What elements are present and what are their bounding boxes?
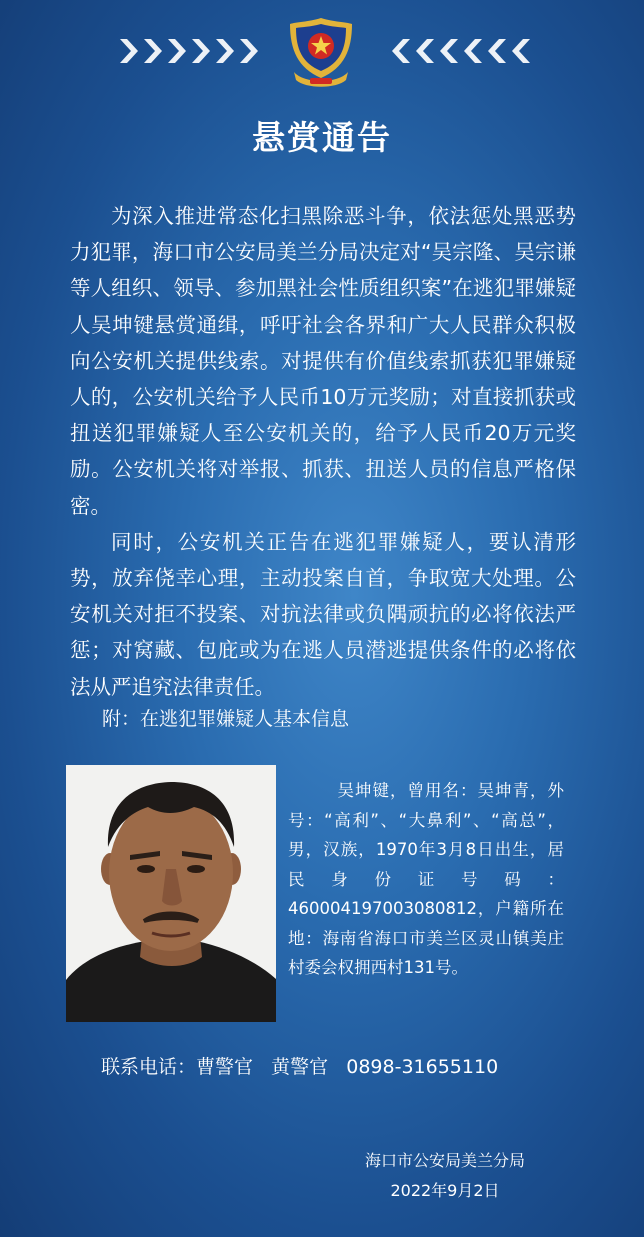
issuing-organization: 海口市公安局美兰分局 (364, 1151, 525, 1170)
chevron-right-icon (166, 38, 188, 64)
police-emblem-icon (286, 16, 356, 90)
chevron-right-icon (214, 38, 236, 64)
suspect-photo (66, 765, 276, 1022)
chevron-right-icon (238, 38, 260, 64)
notice-title: 悬赏通告 (252, 118, 392, 157)
right-chevron-decoration (390, 38, 532, 64)
chevron-left-icon (390, 38, 412, 64)
chevron-left-icon (486, 38, 508, 64)
body-paragraph-warning: 同时，公安机关正告在逃犯罪嫌疑人，要认清形势，放弃侥幸心理，主动投案自首，争取宽大处理。公安机关对拒不投案、对抗法律或负隅顽抗的必将依法严惩；对窝藏、包庇或为在逃人员潜逃提供条件的必将依法从严追究法律责任。 (70, 529, 576, 699)
suspect-info (288, 776, 564, 983)
suspect-info-text: 吴坤键，曾用名：吴坤青，外号：“高利”、“大鼻利”、“高总”，男，汉族，1970年3月8日出生，居民身份证号码：460004197003080812，户籍所在地：海南省海口市美兰区灵山镇美庄村委会权拥西村131号。 (288, 781, 564, 977)
chevron-left-icon (462, 38, 484, 64)
left-chevron-decoration (118, 38, 260, 64)
chevron-right-icon (142, 38, 164, 64)
issue-date: 2022年9月2日 (390, 1181, 500, 1200)
chevron-right-icon (118, 38, 140, 64)
chevron-left-icon (438, 38, 460, 64)
body-paragraph-reward: 为深入推进常态化扫黑除恶斗争，依法惩处黑恶势力犯罪，海口市公安局美兰分局决定对“吴宗隆、吴宗谦等人组织、领导、参加黑社会性质组织案”在逃犯罪嫌疑人吴坤键悬赏通缉，呼吁社会各界和广大人民群众积极向公安机关提供线索。对提供有价值线索抓获犯罪嫌疑人的，公安机关给予人民币10万元奖励；对直接抓获或扭送犯罪嫌疑人至公安机关的，给予人民币20万元奖励。公安机关将对举报、抓获、扭送人员的信息严格保密。 (70, 204, 576, 518)
chevron-left-icon (510, 38, 532, 64)
attachment-label: 附：在逃犯罪嫌疑人基本信息 (102, 708, 350, 730)
chevron-left-icon (414, 38, 436, 64)
contact-info: 联系电话：曹警官 黄警官 0898-31655110 (101, 1056, 499, 1078)
chevron-right-icon (190, 38, 212, 64)
notice-body (70, 198, 576, 705)
